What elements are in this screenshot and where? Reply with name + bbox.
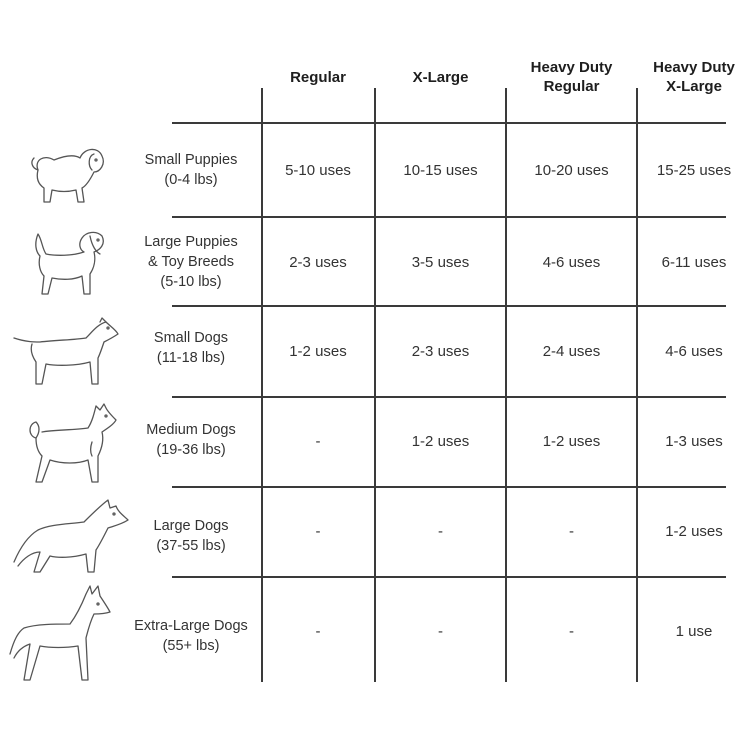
- table-divider: [172, 216, 726, 218]
- table-divider: [172, 305, 726, 307]
- table-cell: 6-11 uses: [661, 253, 727, 271]
- table-divider: [172, 486, 726, 488]
- row-label-large-dogs: [116, 508, 266, 564]
- row-label-line: Medium Dogs: [146, 422, 236, 438]
- row-label-line: (0-4 lbs): [164, 172, 218, 188]
- table-cell: 1-2 uses: [665, 522, 723, 540]
- medium-dog-icon: [22, 402, 120, 486]
- table-cell: -: [438, 622, 443, 640]
- row-label-line: Small Puppies: [144, 152, 238, 168]
- table-cell: 1-2 uses: [542, 432, 601, 450]
- row-label-line: Small Dogs: [153, 330, 229, 346]
- row-label-line: Large Puppies: [144, 234, 238, 250]
- column-header-line: Heavy Duty: [530, 59, 613, 76]
- table-cell: 2-3 uses: [289, 253, 347, 271]
- table-cell: 3-5 uses: [411, 253, 470, 271]
- table-cell: 2-4 uses: [542, 342, 601, 360]
- column-header-line: X-Large: [666, 78, 722, 95]
- table-divider: [172, 122, 726, 124]
- table-cell: 1-2 uses: [289, 342, 347, 360]
- row-label-small-dogs: [116, 320, 266, 376]
- row-label-line: Extra-Large Dogs: [134, 618, 248, 634]
- column-header-line: Regular: [543, 78, 600, 95]
- column-header-line: Heavy Duty: [653, 59, 735, 76]
- extra-large-dog-icon: [6, 584, 114, 684]
- row-label-extra-large-dogs: [116, 608, 266, 664]
- table-cell: 1-2 uses: [411, 432, 470, 450]
- column-header-line: X-Large: [412, 69, 469, 86]
- row-label-small-puppies: [116, 142, 266, 198]
- small-puppy-icon: [24, 140, 108, 210]
- row-label-line: & Toy Breeds: [148, 254, 234, 270]
- table-cell: 1-3 uses: [665, 432, 723, 450]
- row-label-line: (55+ lbs): [162, 638, 220, 654]
- row-label-large-puppies: [116, 230, 266, 294]
- row-label-line: (19-36 lbs): [156, 442, 226, 458]
- table-cell: 4-6 uses: [542, 253, 601, 271]
- table-divider: [172, 396, 726, 398]
- row-label-line: (11-18 lbs): [156, 350, 226, 366]
- table-cell: -: [569, 522, 574, 540]
- row-label-line: Large Dogs: [153, 518, 229, 534]
- table-cell: -: [315, 432, 321, 450]
- table-cell: -: [315, 522, 321, 540]
- table-cell: 2-3 uses: [411, 342, 470, 360]
- column-header-line: Regular: [290, 69, 346, 86]
- table-cell: 10-20 uses: [534, 161, 609, 179]
- small-dog-icon: [12, 316, 120, 388]
- table-cell: 10-15 uses: [403, 161, 478, 179]
- column-header-x-large: [376, 68, 505, 87]
- table-cell: 1 use: [675, 622, 713, 640]
- row-label-medium-dogs: [116, 412, 266, 468]
- row-label-line: (37-55 lbs): [156, 538, 226, 554]
- large-dog-icon: [10, 496, 130, 576]
- table-cell: -: [315, 622, 321, 640]
- column-header-heavy-duty-regular: [507, 58, 636, 96]
- table-cell: 4-6 uses: [665, 342, 723, 360]
- table-cell: 5-10 uses: [285, 161, 351, 179]
- table-cell: -: [569, 622, 574, 640]
- table-cell: 15-25 uses: [656, 161, 732, 179]
- column-header-regular: [262, 68, 374, 87]
- table-divider: [172, 576, 726, 578]
- column-header-heavy-duty-x-large: [638, 58, 750, 96]
- table-cell: -: [438, 522, 443, 540]
- row-label-line: (5-10 lbs): [160, 274, 222, 290]
- large-puppy-icon: [22, 226, 112, 298]
